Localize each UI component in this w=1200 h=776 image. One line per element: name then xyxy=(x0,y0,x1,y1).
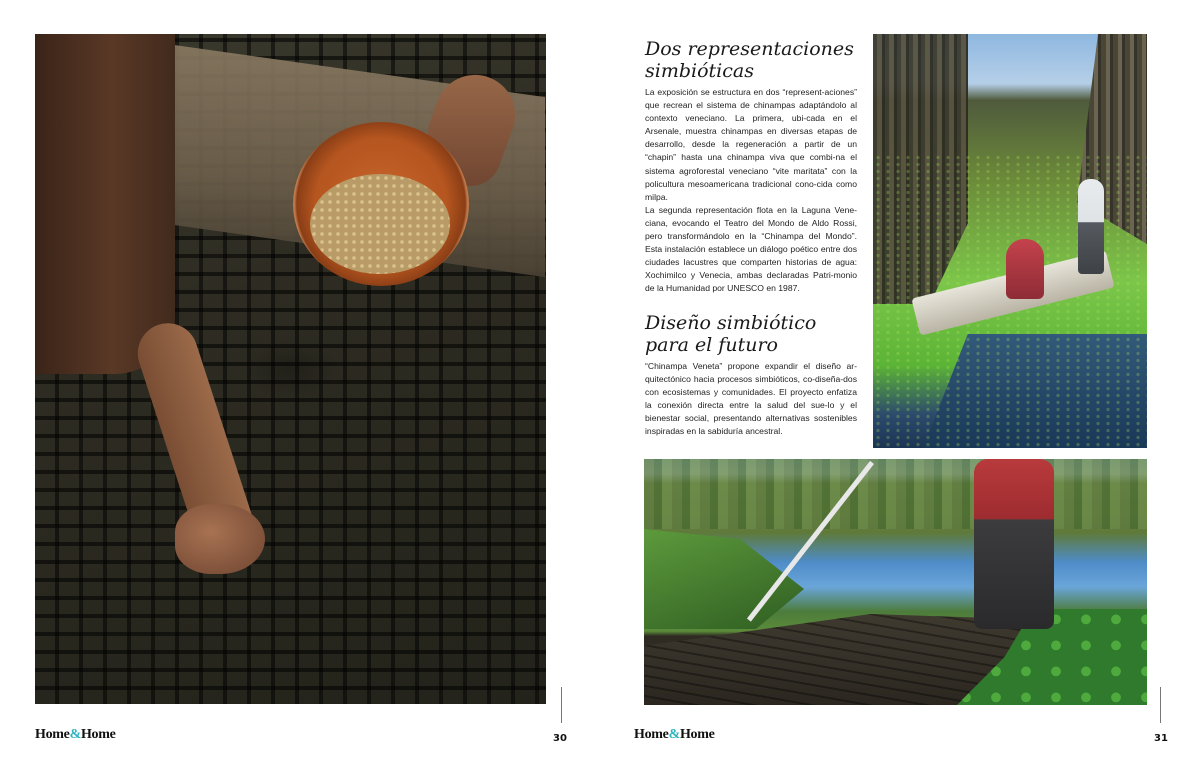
section-paragraph: La segunda representación flota en la Laguna Vene-ciana, evocando el Teatro del Mondo de Aldo Rossi, pero transformándolo en la “Chinampa del Mondo”. Esta instalación establece un diálogo poético entre dos ciudades lacustres que comparten historias de agua: Xochimilco y Venecia, ambas declaradas Patri-monio de la Humanidad por UNESCO en 1987. xyxy=(645,204,857,294)
section-heading-representaciones: Dos representaciones simbióticas xyxy=(645,38,854,82)
page-rule xyxy=(561,687,562,723)
section-heading-diseno: Diseño simbiótico para el futuro xyxy=(645,311,817,356)
page-number: 31 xyxy=(1154,733,1168,744)
seeds xyxy=(310,174,450,274)
section-paragraph: “Chinampa Veneta” propone expandir el diseño ar-quitectónico hacia procesos simbióticos, co-diseña-dos con ecosistemas y comunidades. El proyecto enfatiza la conexión directa entre la salud del sue-lo y el bienestar social, presentando alternativas sostenibles inspiradas en la sabiduría ancestral. xyxy=(645,360,857,436)
brand-logo: Home&Home xyxy=(634,727,715,742)
brown-sleeve xyxy=(35,34,175,374)
sowing-seeds-photo xyxy=(35,34,546,704)
section-paragraph: La exposición se estructura en dos “represent-aciones” que recrean el sistema de chinampas adaptándolo al contexto veneciano. La primera, ubi-cada en el Arsenale, muestra chinampas en diversas etapas de desarrollo, desde la regeneración a partir de un “chapin” hasta una chinampa viva que combi-na el sistema agroforestal veneciano “vite maritata” con la policultura mesoamericana tradicional cono-cida como milpa. xyxy=(645,87,857,202)
page-rule xyxy=(1160,687,1161,723)
article-text-column xyxy=(645,38,857,438)
seated-person xyxy=(1006,239,1044,299)
sowing-hand xyxy=(175,504,265,574)
canal-boat-photo xyxy=(873,34,1147,448)
brand-logo: Home&Home xyxy=(35,727,116,742)
standing-boatman xyxy=(1078,179,1104,274)
raking-mud-photo xyxy=(644,459,1147,705)
worker xyxy=(974,459,1054,629)
page-number: 30 xyxy=(553,733,567,744)
trees xyxy=(644,459,1147,529)
